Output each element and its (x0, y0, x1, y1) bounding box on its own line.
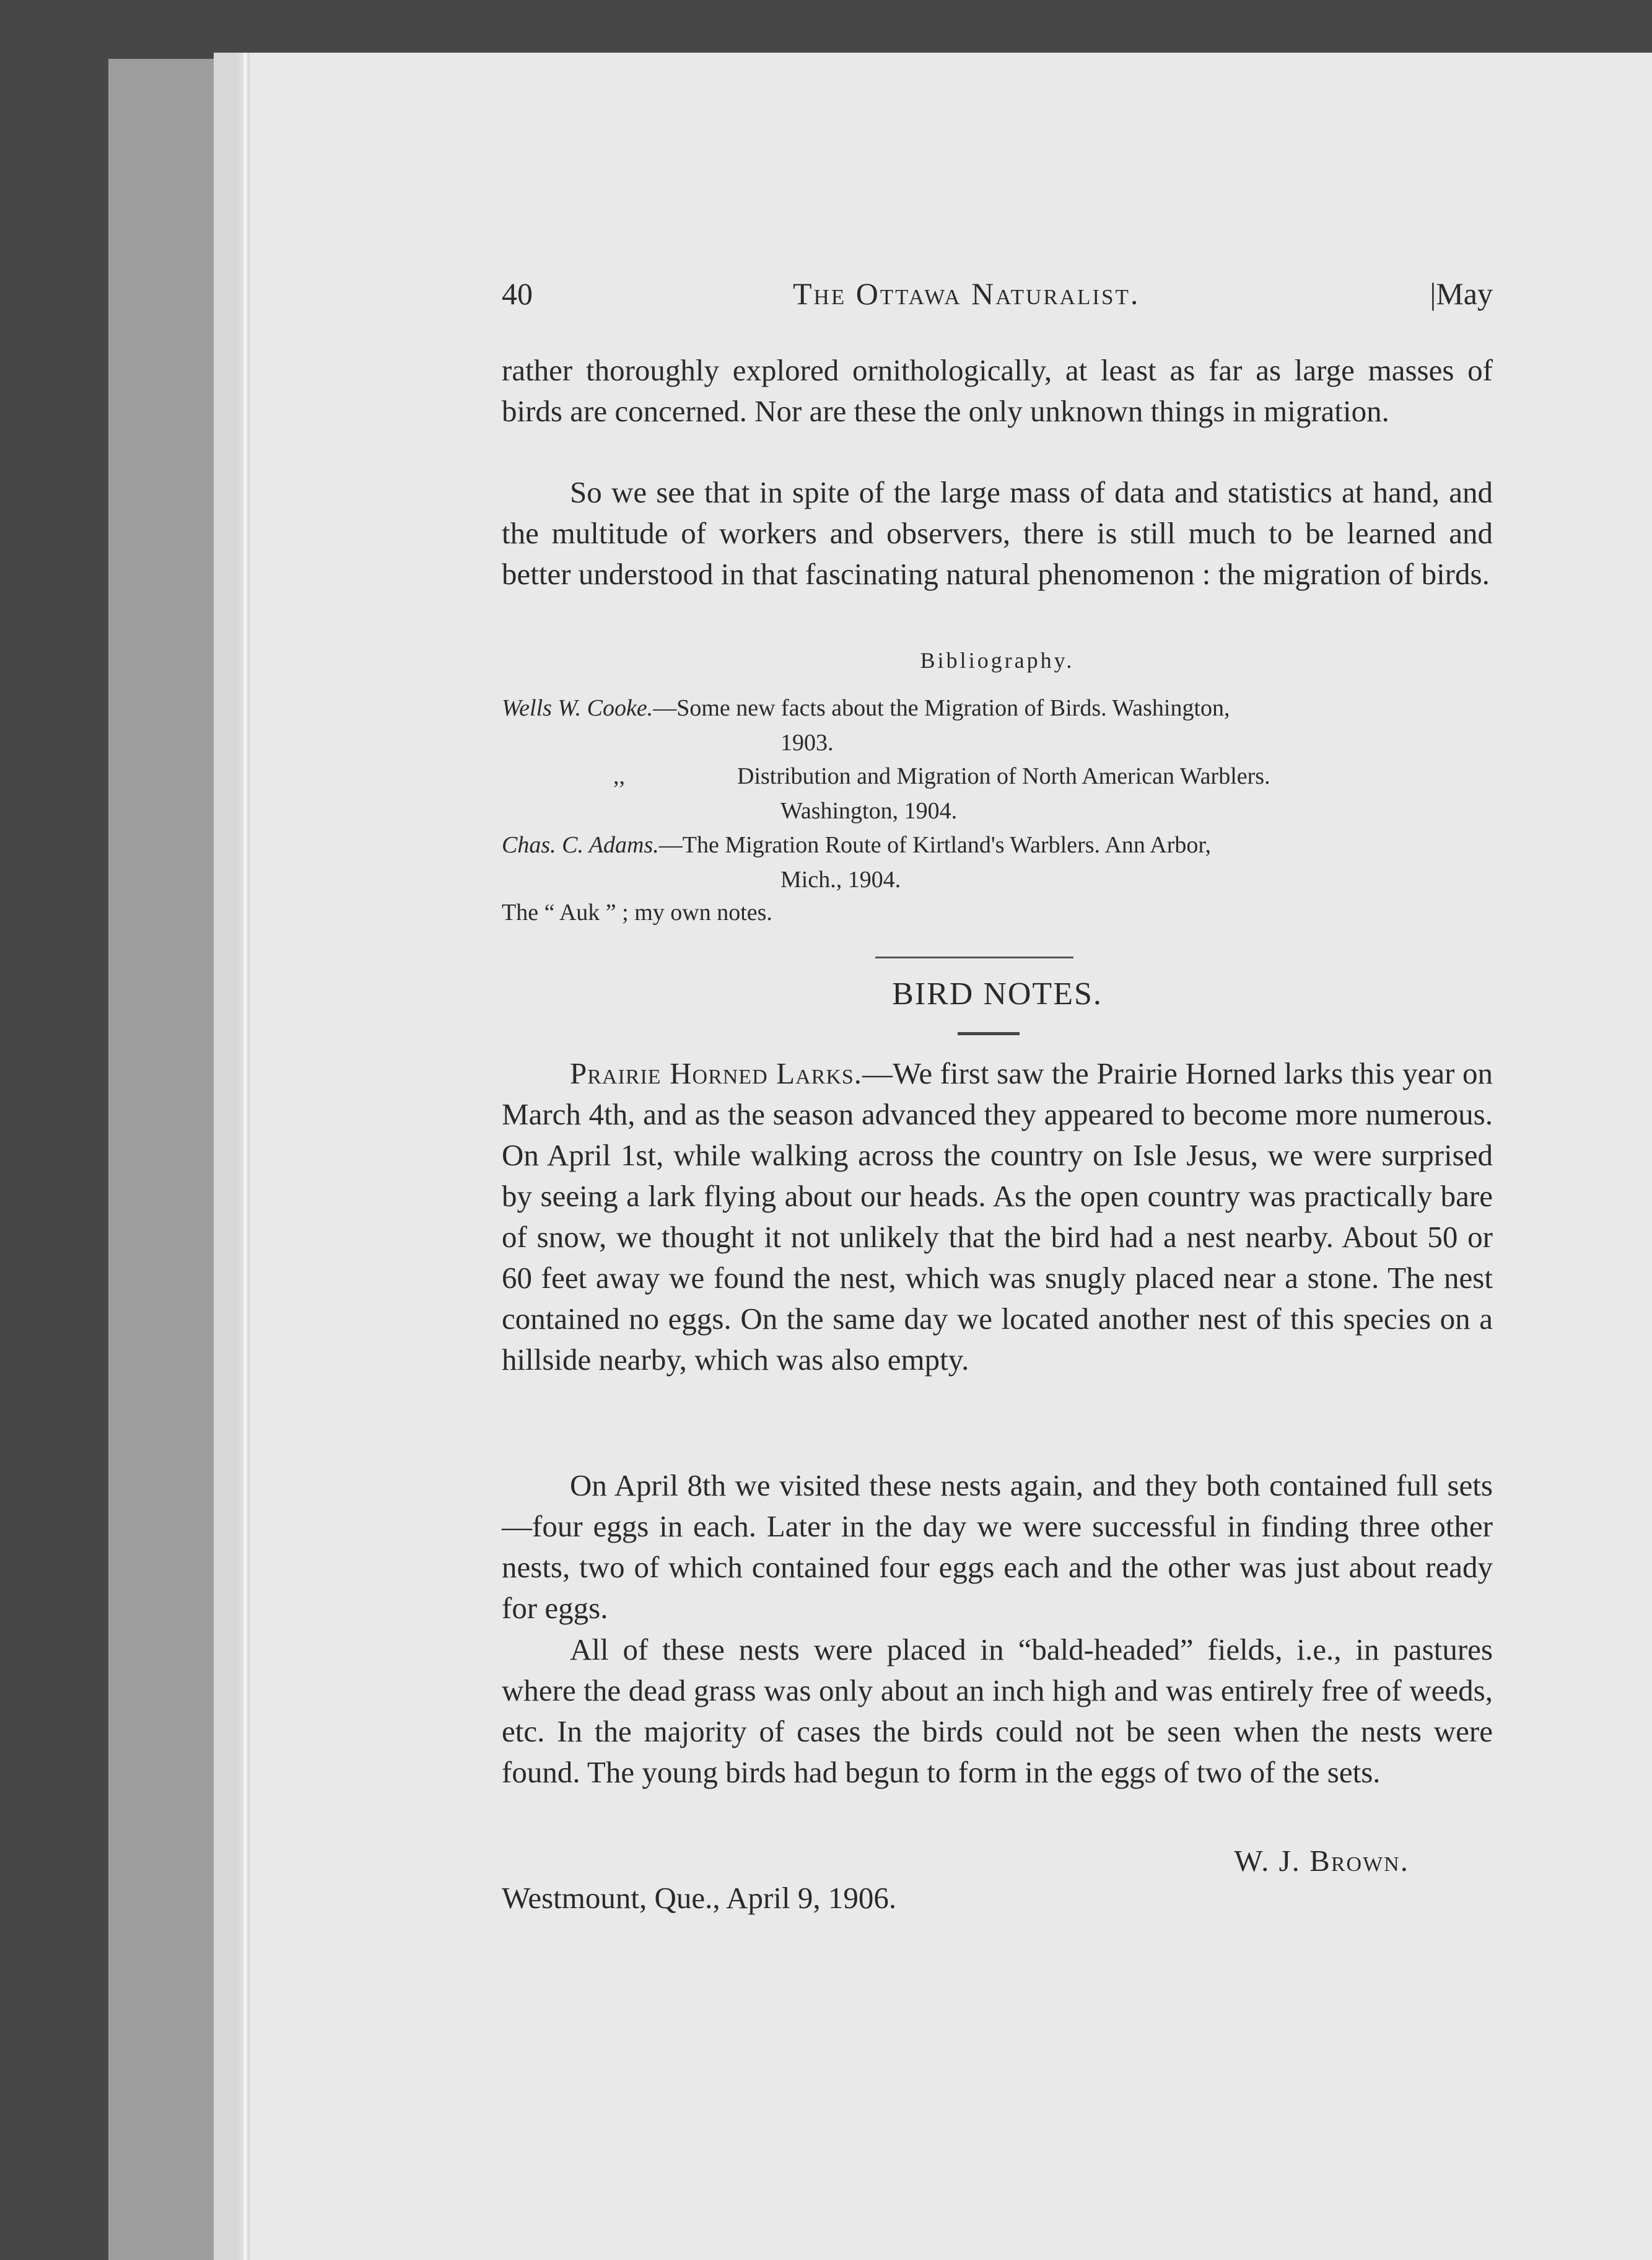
paragraph-april-8: On April 8th we visited these nests again, and they both contained full sets—four eggs in each. Later in the day we were successful in finding three other nests, two of which contained four eggs each and the other was just about ready for eggs. (502, 1468, 1493, 1625)
section-divider (875, 957, 1073, 958)
bibliography-entry: Chas. C. Adams.—The Migration Route of Kirtland's Warblers. Ann Arbor, Mich., 1904. (502, 832, 1212, 893)
dateline: Westmount, Que., April 9, 1906. (502, 1881, 897, 1915)
running-head (502, 276, 1493, 319)
page-number: 40 (502, 276, 533, 311)
bibliography-entry: ,, Distribution and Migration of North American Warblers. Washington, 1904. (613, 763, 1270, 824)
journal-title: The Ottawa Naturalist. (793, 276, 1140, 311)
heading-underline (958, 1032, 1020, 1035)
paragraph-larks-intro: Prairie Horned Larks.—We first saw the Prairie Horned larks this year on March 4th, and as the season advanced they appeared to become more numerous. On April 1st, while walking across the country on Isle Jesus, we were surprised by seeing a lark flying about our heads. As the open country was practically bare of snow, we thought it not unlikely that the bird had a nest nearby. About 50 or 60 feet away we found the nest, which was snugly placed near a stone. The nest contained no eggs. On the same day we located another nest of this species on a hillside nearby, which was also empty. (502, 1056, 1493, 1377)
issue-month: |May (1430, 276, 1493, 311)
article-lead-title: Prairie Horned Larks. (570, 1056, 863, 1090)
paragraph-conclusion: So we see that in spite of the large mass of data and statistics at hand, and the multitude of workers and observers, there is still much to be learned and better understood in that fascinating natural phenomenon : the migration of birds. (502, 475, 1493, 591)
bibliography-heading: Bibliography. (920, 648, 1075, 673)
paragraph-nest-sites: All of these nests were placed in “bald-headed” fields, i.e., in pastures where the dead grass was only about an inch high and was entirely free of weeds, etc. In the majority of cases the birds could not be seen when the nests were found. The young birds had begun to form in the eggs of two of the sets. (502, 1632, 1493, 1789)
bibliography-entry: The “ Auk ” ; my own notes. (502, 900, 772, 926)
section-heading: BIRD NOTES. (892, 976, 1103, 1012)
author-signature: W. J. Brown. (1234, 1844, 1409, 1878)
bibliography-entry: Wells W. Cooke.—Some new facts about the Migration of Birds. Washington, 1903. (502, 695, 1230, 756)
paragraph-continuation: rather thoroughly explored ornithologically, at least as far as large masses of birds are concerned. Nor are these the only unknown things in migration. (502, 353, 1493, 428)
